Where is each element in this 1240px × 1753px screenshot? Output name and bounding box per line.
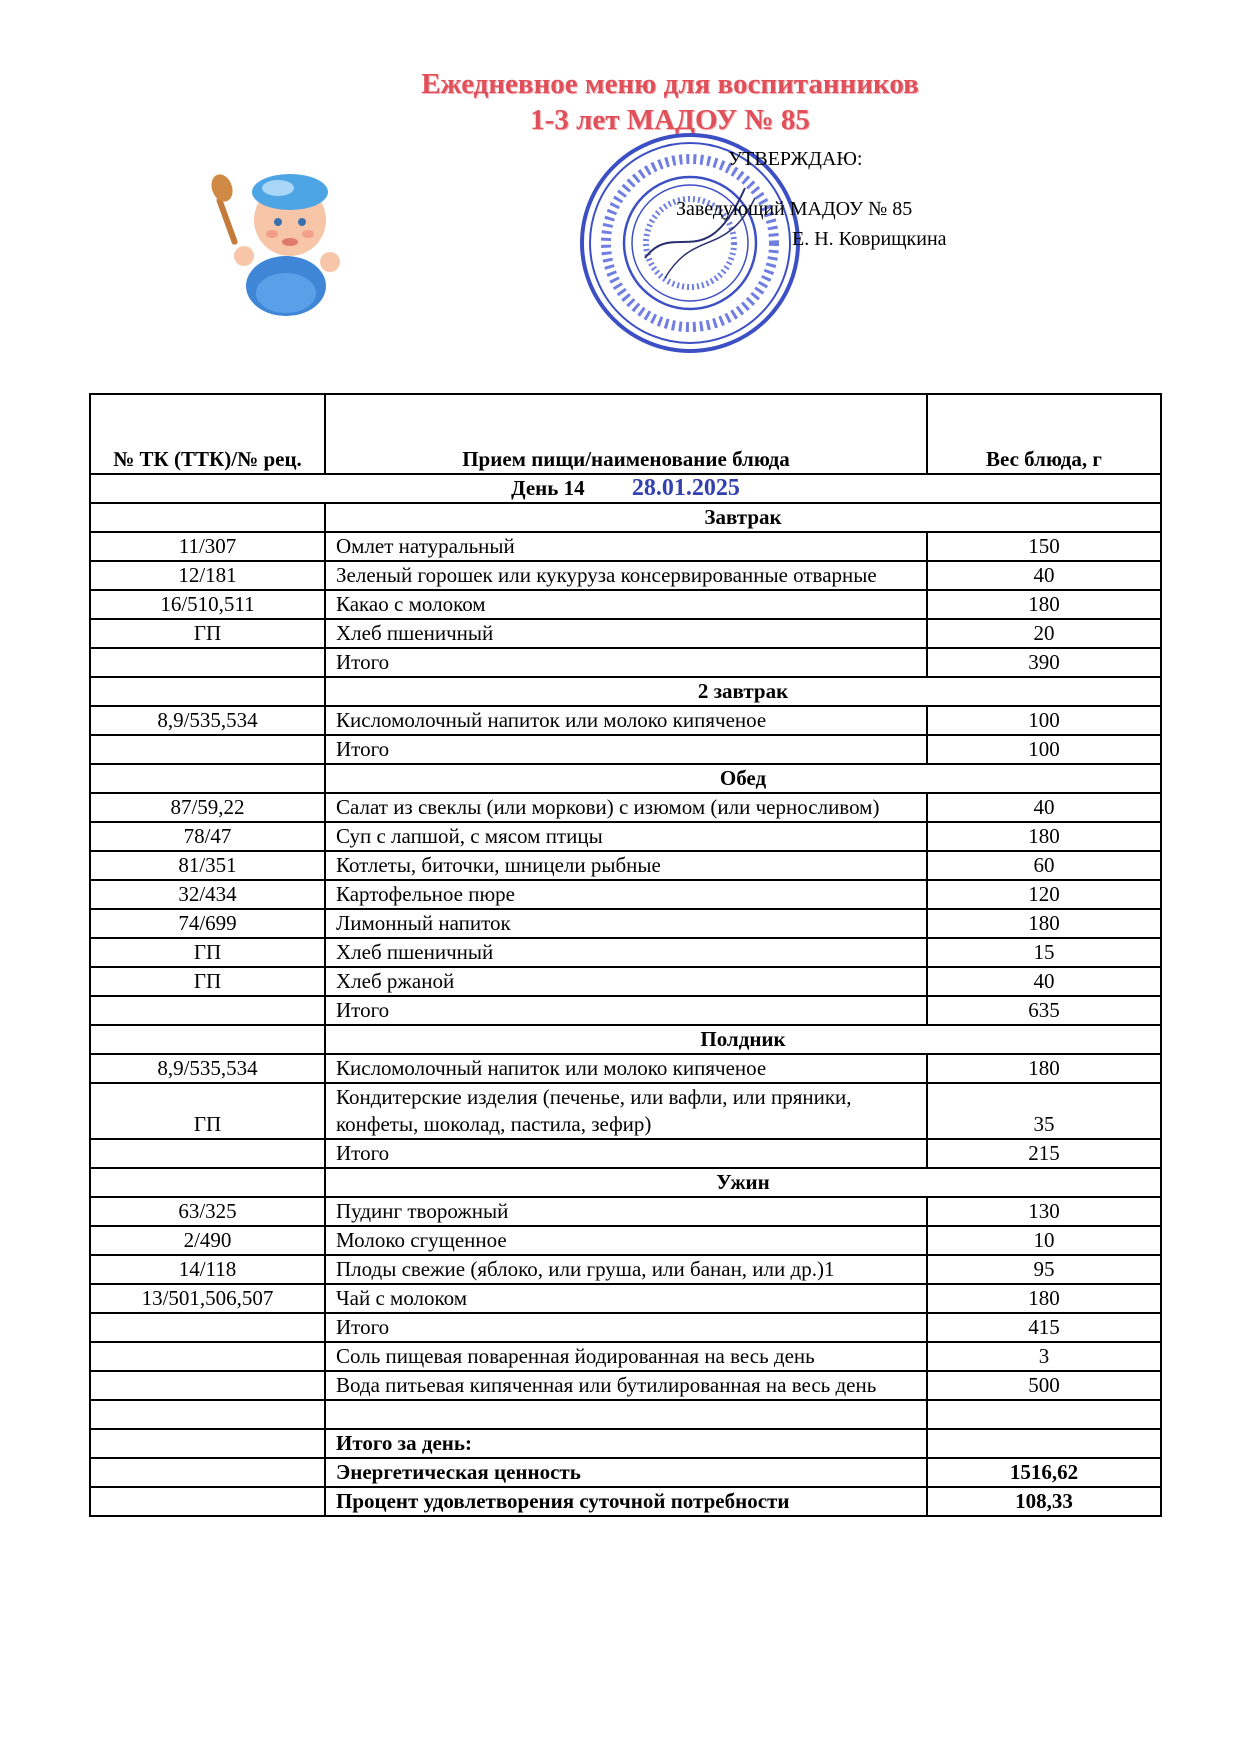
dish-code: 74/699: [90, 909, 325, 938]
total-label: Процент удовлетворения суточной потребности: [325, 1487, 927, 1516]
dish-weight: 95: [927, 1255, 1161, 1284]
section-empty-cell: [90, 1168, 325, 1197]
column-header-dish: Прием пищи/наименование блюда: [325, 394, 927, 474]
dish-code: 16/510,511: [90, 590, 325, 619]
section-empty-cell: [90, 1025, 325, 1054]
dish-name: Картофельное пюре: [325, 880, 927, 909]
dish-name: Плоды свежие (яблоко, или груша, или банан, или др.)1: [325, 1255, 927, 1284]
dish-code: 87/59,22: [90, 793, 325, 822]
section-empty-cell: [90, 503, 325, 532]
dish-name: Хлеб пшеничный: [325, 938, 927, 967]
dish-name: Кисломолочный напиток или молоко кипяченое: [325, 706, 927, 735]
dish-code: 8,9/535,534: [90, 706, 325, 735]
dish-row: [90, 1371, 1161, 1400]
dish-weight: 390: [927, 648, 1161, 677]
dish-row: [90, 967, 1161, 996]
dish-weight: 40: [927, 561, 1161, 590]
document-header: [0, 0, 1240, 390]
dish-row: [90, 706, 1161, 735]
dish-row: [90, 793, 1161, 822]
dish-row: [90, 909, 1161, 938]
blank-cell: [927, 1400, 1161, 1429]
dish-code: 12/181: [90, 561, 325, 590]
total-empty-cell: [90, 1458, 325, 1487]
dish-weight: 10: [927, 1226, 1161, 1255]
blank-cell: [90, 1400, 325, 1429]
approve-label: УТВЕРЖДАЮ:: [728, 148, 863, 170]
dish-row: [90, 619, 1161, 648]
section-row: [90, 503, 1161, 532]
dish-row: [90, 590, 1161, 619]
column-header-weight: Вес блюда, г: [927, 394, 1161, 474]
dish-weight: 150: [927, 532, 1161, 561]
day-date: 28.01.2025: [631, 475, 740, 501]
approval-block: [676, 146, 947, 252]
day-cell: [90, 474, 1161, 503]
dish-name: Молоко сгущенное: [325, 1226, 927, 1255]
dish-weight: 130: [927, 1197, 1161, 1226]
dish-name: Хлеб ржаной: [325, 967, 927, 996]
dish-name: Итого: [325, 648, 927, 677]
dish-code: [90, 1371, 325, 1400]
dish-weight: 60: [927, 851, 1161, 880]
section-empty-cell: [90, 764, 325, 793]
percent-row: [90, 1487, 1161, 1516]
section-row: [90, 677, 1161, 706]
section-row: [90, 764, 1161, 793]
dish-row: [90, 561, 1161, 590]
dish-code: 13/501,506,507: [90, 1284, 325, 1313]
dish-weight: 20: [927, 619, 1161, 648]
dish-name: Кондитерские изделия (печенье, или вафли, или пряники, конфеты, шоколад, пастила, зефир): [325, 1083, 927, 1139]
dish-code: ГП: [90, 967, 325, 996]
dish-row: [90, 1284, 1161, 1313]
dish-row: [90, 1255, 1161, 1284]
dish-name: Зеленый горошек или кукуруза консервированные отварные: [325, 561, 927, 590]
dish-name: Соль пищевая поваренная йодированная на весь день: [325, 1342, 927, 1371]
dish-code: 78/47: [90, 822, 325, 851]
subtotal-row: [90, 1139, 1161, 1168]
total-label: Энергетическая ценность: [325, 1458, 927, 1487]
title-line-1: Ежедневное меню для воспитанников: [421, 68, 919, 100]
dish-code: ГП: [90, 619, 325, 648]
dish-name: Пудинг творожный: [325, 1197, 927, 1226]
dish-weight: 3: [927, 1342, 1161, 1371]
dish-weight: 180: [927, 1054, 1161, 1083]
dish-name: Лимонный напиток: [325, 909, 927, 938]
subtotal-row: [90, 1313, 1161, 1342]
dish-weight: 100: [927, 735, 1161, 764]
dish-weight: 180: [927, 590, 1161, 619]
dish-name: Котлеты, биточки, шницели рыбные: [325, 851, 927, 880]
total-empty-cell: [90, 1429, 325, 1458]
dish-weight: 15: [927, 938, 1161, 967]
dish-name: Итого: [325, 1139, 927, 1168]
dish-code: 14/118: [90, 1255, 325, 1284]
total-value: 1516,62: [927, 1458, 1161, 1487]
section-title: Обед: [325, 764, 1161, 793]
dish-code: 81/351: [90, 851, 325, 880]
total-label: Итого за день:: [325, 1429, 927, 1458]
total-empty-cell: [90, 1487, 325, 1516]
dish-code: [90, 735, 325, 764]
energy-row: [90, 1458, 1161, 1487]
dish-name: Итого: [325, 1313, 927, 1342]
dish-code: 32/434: [90, 880, 325, 909]
day-label: День 14: [511, 476, 585, 500]
blank-row: [90, 1400, 1161, 1429]
dish-name: Омлет натуральный: [325, 532, 927, 561]
dish-row: [90, 1197, 1161, 1226]
dish-row: [90, 1226, 1161, 1255]
dish-weight: 40: [927, 793, 1161, 822]
dish-weight: 180: [927, 909, 1161, 938]
dish-name: Итого: [325, 735, 927, 764]
dish-name: Итого: [325, 996, 927, 1025]
blank-cell: [325, 1400, 927, 1429]
section-title: Завтрак: [325, 503, 1161, 532]
subtotal-row: [90, 648, 1161, 677]
dish-code: [90, 1342, 325, 1371]
dish-row: [90, 822, 1161, 851]
dish-row: [90, 851, 1161, 880]
dish-name: Вода питьевая кипяченная или бутилированная на весь день: [325, 1371, 927, 1400]
dish-row: [90, 532, 1161, 561]
dish-name: Суп с лапшой, с мясом птицы: [325, 822, 927, 851]
dish-weight: 635: [927, 996, 1161, 1025]
column-header-code: № ТК (ТТК)/№ рец.: [90, 394, 325, 474]
dish-weight: 40: [927, 967, 1161, 996]
section-row: [90, 1168, 1161, 1197]
dish-name: Чай с молоком: [325, 1284, 927, 1313]
total-value: 108,33: [927, 1487, 1161, 1516]
dish-row: [90, 938, 1161, 967]
dish-code: 2/490: [90, 1226, 325, 1255]
dish-weight: 500: [927, 1371, 1161, 1400]
dish-weight: 215: [927, 1139, 1161, 1168]
menu-table: [89, 393, 1162, 1517]
day-row: [90, 474, 1161, 503]
day-total-row: [90, 1429, 1161, 1458]
dish-name: Хлеб пшеничный: [325, 619, 927, 648]
dish-code: ГП: [90, 1083, 325, 1139]
dish-code: [90, 996, 325, 1025]
dish-name: Кисломолочный напиток или молоко кипяченое: [325, 1054, 927, 1083]
subtotal-row: [90, 996, 1161, 1025]
section-empty-cell: [90, 677, 325, 706]
dish-code: 63/325: [90, 1197, 325, 1226]
dish-weight: 180: [927, 822, 1161, 851]
dish-weight: 180: [927, 1284, 1161, 1313]
total-value: [927, 1429, 1161, 1458]
menu-body: [90, 474, 1161, 1516]
dish-weight: 100: [927, 706, 1161, 735]
dish-code: ГП: [90, 938, 325, 967]
child-mascot-icon: [208, 158, 358, 318]
dish-code: [90, 1313, 325, 1342]
section-title: Полдник: [325, 1025, 1161, 1054]
approver-name: Е. Н. Коврищкина: [792, 228, 947, 250]
section-title: 2 завтрак: [325, 677, 1161, 706]
subtotal-row: [90, 735, 1161, 764]
dish-code: 8,9/535,534: [90, 1054, 325, 1083]
dish-code: 11/307: [90, 532, 325, 561]
title-line-2: 1-3 лет МАДОУ № 85: [530, 104, 810, 136]
section-title: Ужин: [325, 1168, 1161, 1197]
dish-name: Салат из свеклы (или моркови) с изюмом (или черносливом): [325, 793, 927, 822]
table-header-row: [90, 394, 1161, 474]
dish-weight: 415: [927, 1313, 1161, 1342]
dish-weight: 35: [927, 1083, 1161, 1139]
approver-position: Заведующий МАДОУ № 85: [676, 198, 913, 220]
section-row: [90, 1025, 1161, 1054]
dish-row: [90, 1342, 1161, 1371]
dish-code: [90, 1139, 325, 1168]
dish-code: [90, 648, 325, 677]
dish-row: [90, 1083, 1161, 1139]
dish-row: [90, 1054, 1161, 1083]
dish-name: Какао с молоком: [325, 590, 927, 619]
dish-row: [90, 880, 1161, 909]
dish-weight: 120: [927, 880, 1161, 909]
